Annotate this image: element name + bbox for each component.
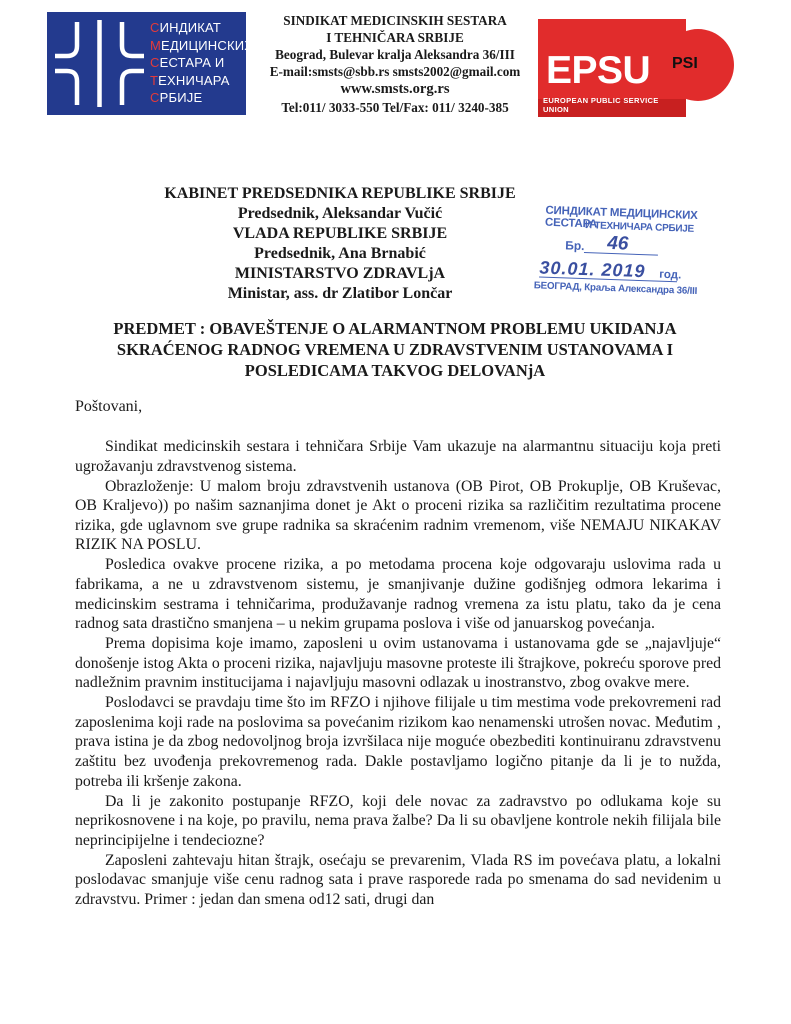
- addressee-line: KABINET PREDSEDNIKA REPUBLIKE SRBIJE: [164, 185, 516, 202]
- logo-line-4: ЕХНИЧАРА: [158, 72, 230, 88]
- letterhead-info: [250, 12, 540, 116]
- logo-line-1-initial: С: [150, 20, 160, 35]
- logo-line-5: РБИЈЕ: [159, 90, 203, 105]
- logo-line-3-initial: С: [150, 55, 160, 70]
- stamp-line-1: СИНДИКАТ МЕДИЦИНСКИХ СЕСТАРА: [544, 204, 698, 231]
- addressee-line: Predsednik, Ana Brnabić: [254, 245, 426, 262]
- stamp-city: БЕОГРАД, Краља Александра 36/III: [533, 280, 698, 298]
- stamp-number: 46: [606, 232, 629, 255]
- epsu-subtitle: EUROPEAN PUBLIC SERVICE UNION: [543, 96, 659, 114]
- logo-line-1: ИНДИКАТ: [159, 20, 222, 35]
- registry-stamp: [533, 204, 741, 302]
- stamp-line-2: И ТЕХНИЧАРА СРБИЈЕ: [584, 220, 695, 235]
- cross-logo-icon: [47, 12, 152, 115]
- body-paragraph: Obrazloženje: U malom broju zdravstvenih ustanova (OB Pirot, OB Prokuplje, OB Kruševac, OB Kraljevo)) po našim saznanjima donet je Akt o proceni rizika sa različitim rezultatima procene rizika, gde uglavnom sve grupe radnika sa skraćenim radnim vremenom, više NEMAJU NIKAKAV RIZIK NA POSLU.: [75, 477, 721, 554]
- stamp-god: год.: [659, 268, 682, 282]
- stamp-date-value: 30.01. 20: [539, 257, 624, 281]
- org-email: E-mail:smsts@sbb.rs smsts2002@gmail.com: [269, 64, 521, 79]
- org-name-1: SINDIKAT MEDICINSKIH SESTARA: [283, 13, 507, 28]
- org-address: Beograd, Bulevar kralja Aleksandra 36/III: [275, 47, 515, 62]
- org-website: www.smsts.org.rs: [340, 81, 450, 97]
- psi-text: PSI: [672, 55, 698, 72]
- logo-line-5-initial: С: [150, 90, 160, 105]
- logo-line-4-initial: Т: [150, 72, 159, 88]
- body-paragraph: Poslodavci se pravdaju time što im RFZO i njihove filijale u tim mestima vode prekovremeni rad zaposlenima koji rade na poslovima sa povećanim rizikom kao nenamenski utrošen novac. Međutim , prava istina je da zbog nedovoljnog broja izvršilaca nije moguće obezbediti kontinuiranu zdravstvenu zaštitu bez uvođenja prekovremenog rada. Dakle postavljamo logično pitanje da li je to nužda, potreba ili kršenje zakona.: [75, 694, 721, 790]
- addressee-line: Predsednik, Aleksandar Vučić: [237, 205, 443, 222]
- body-paragraph: Prema dopisima koje imamo, zaposleni u ovim ustanovama i ustanovama gde se „najavljuje“ donošenje istog Akta o proceni rizika, najavljuju masovne proteste ili štrajkove, pokreću sporove pred nadležnim pravnim institucijama i najavljuju masovni odlazak u inostranstvo, zbog ovakve mere.: [75, 635, 721, 692]
- addressee-line: VLADA REPUBLIKE SRBIJE: [232, 225, 448, 242]
- logo-line-2: ЕДИЦИНСКИХ: [161, 37, 254, 53]
- body-paragraph: Zaposleni zahtevaju hitan štrajk, osećaju se prevarenim, Vlada RS im povećava platu, a lokalni poslodavac smanjuje više cenu radnog sata i prave rasporede rada po smenama do sad nevidenim u zdravstvu. Primer : jedan dan smena od12 sati, drugi dan: [75, 851, 721, 908]
- addressee-line: Ministar, ass. dr Zlatibor Lončar: [227, 285, 453, 302]
- body-paragraph: Posledica ovakve procene rizika, a po metodama procena koje odgovaraju uslovima rada u fabrikama, a ne u zdravstvenom sistemu, je smanjivanje dužine godišnjeg odmora lekarima i medicinskim sestrama i tehničarima, produžavanje radnog vremena za istu platu, tako da je cena radnog sata drastično smanjena – u nekim grupama poslova i više od januarskog povećanja.: [75, 556, 721, 633]
- logo-line-2-initial: М: [150, 37, 162, 53]
- org-phone: Tel:011/ 3033-550 Tel/Fax: 011/ 3240-385: [281, 100, 509, 115]
- union-logo: [47, 12, 254, 115]
- addressee-block: [150, 184, 530, 304]
- org-name-2: I TEHNIČARA SRBIJE: [326, 30, 464, 45]
- greeting: Poštovani,: [75, 398, 143, 415]
- logo-text: [150, 19, 254, 107]
- letter-body: [75, 437, 721, 910]
- logo-line-3: ЕСТАРА И: [159, 55, 225, 70]
- subject-heading: [75, 318, 715, 381]
- body-paragraph: Da li je zakonito postupanje RFZO, koji dele novac za zadravstvo po odlukama koje su neprikosnovene i na koje, po pravilu, nema prava žalbe? Da li su obavljene kontrole nekih filijala bile neprincipijelne i tendeciozne?: [75, 792, 721, 849]
- stamp-number-label: Бр.: [564, 238, 585, 254]
- psi-logo: [662, 29, 734, 101]
- subject-line: SKRAĆENOG RADNOG VREMENA U ZDRAVSTVENIM USTANOVAMA I: [116, 340, 674, 359]
- addressee-line: MINISTARSTVO ZDRAVLjA: [234, 265, 446, 282]
- body-paragraph: Sindikat medicinskih sestara i tehničara Srbije Vam ukazuje na alarmantnu situaciju koja preti ugrožavanju zdravstvenog sistema.: [75, 438, 721, 475]
- stamp-year: 19: [623, 260, 646, 282]
- subject-line: PREDMET : OBAVEŠTENJE O ALARMANTNOM PROBLEMU UKIDANJA: [113, 319, 677, 338]
- epsu-text: EPSU: [546, 49, 651, 92]
- subject-line: POSLEDICAMA TAKVOG DELOVANjA: [244, 361, 546, 380]
